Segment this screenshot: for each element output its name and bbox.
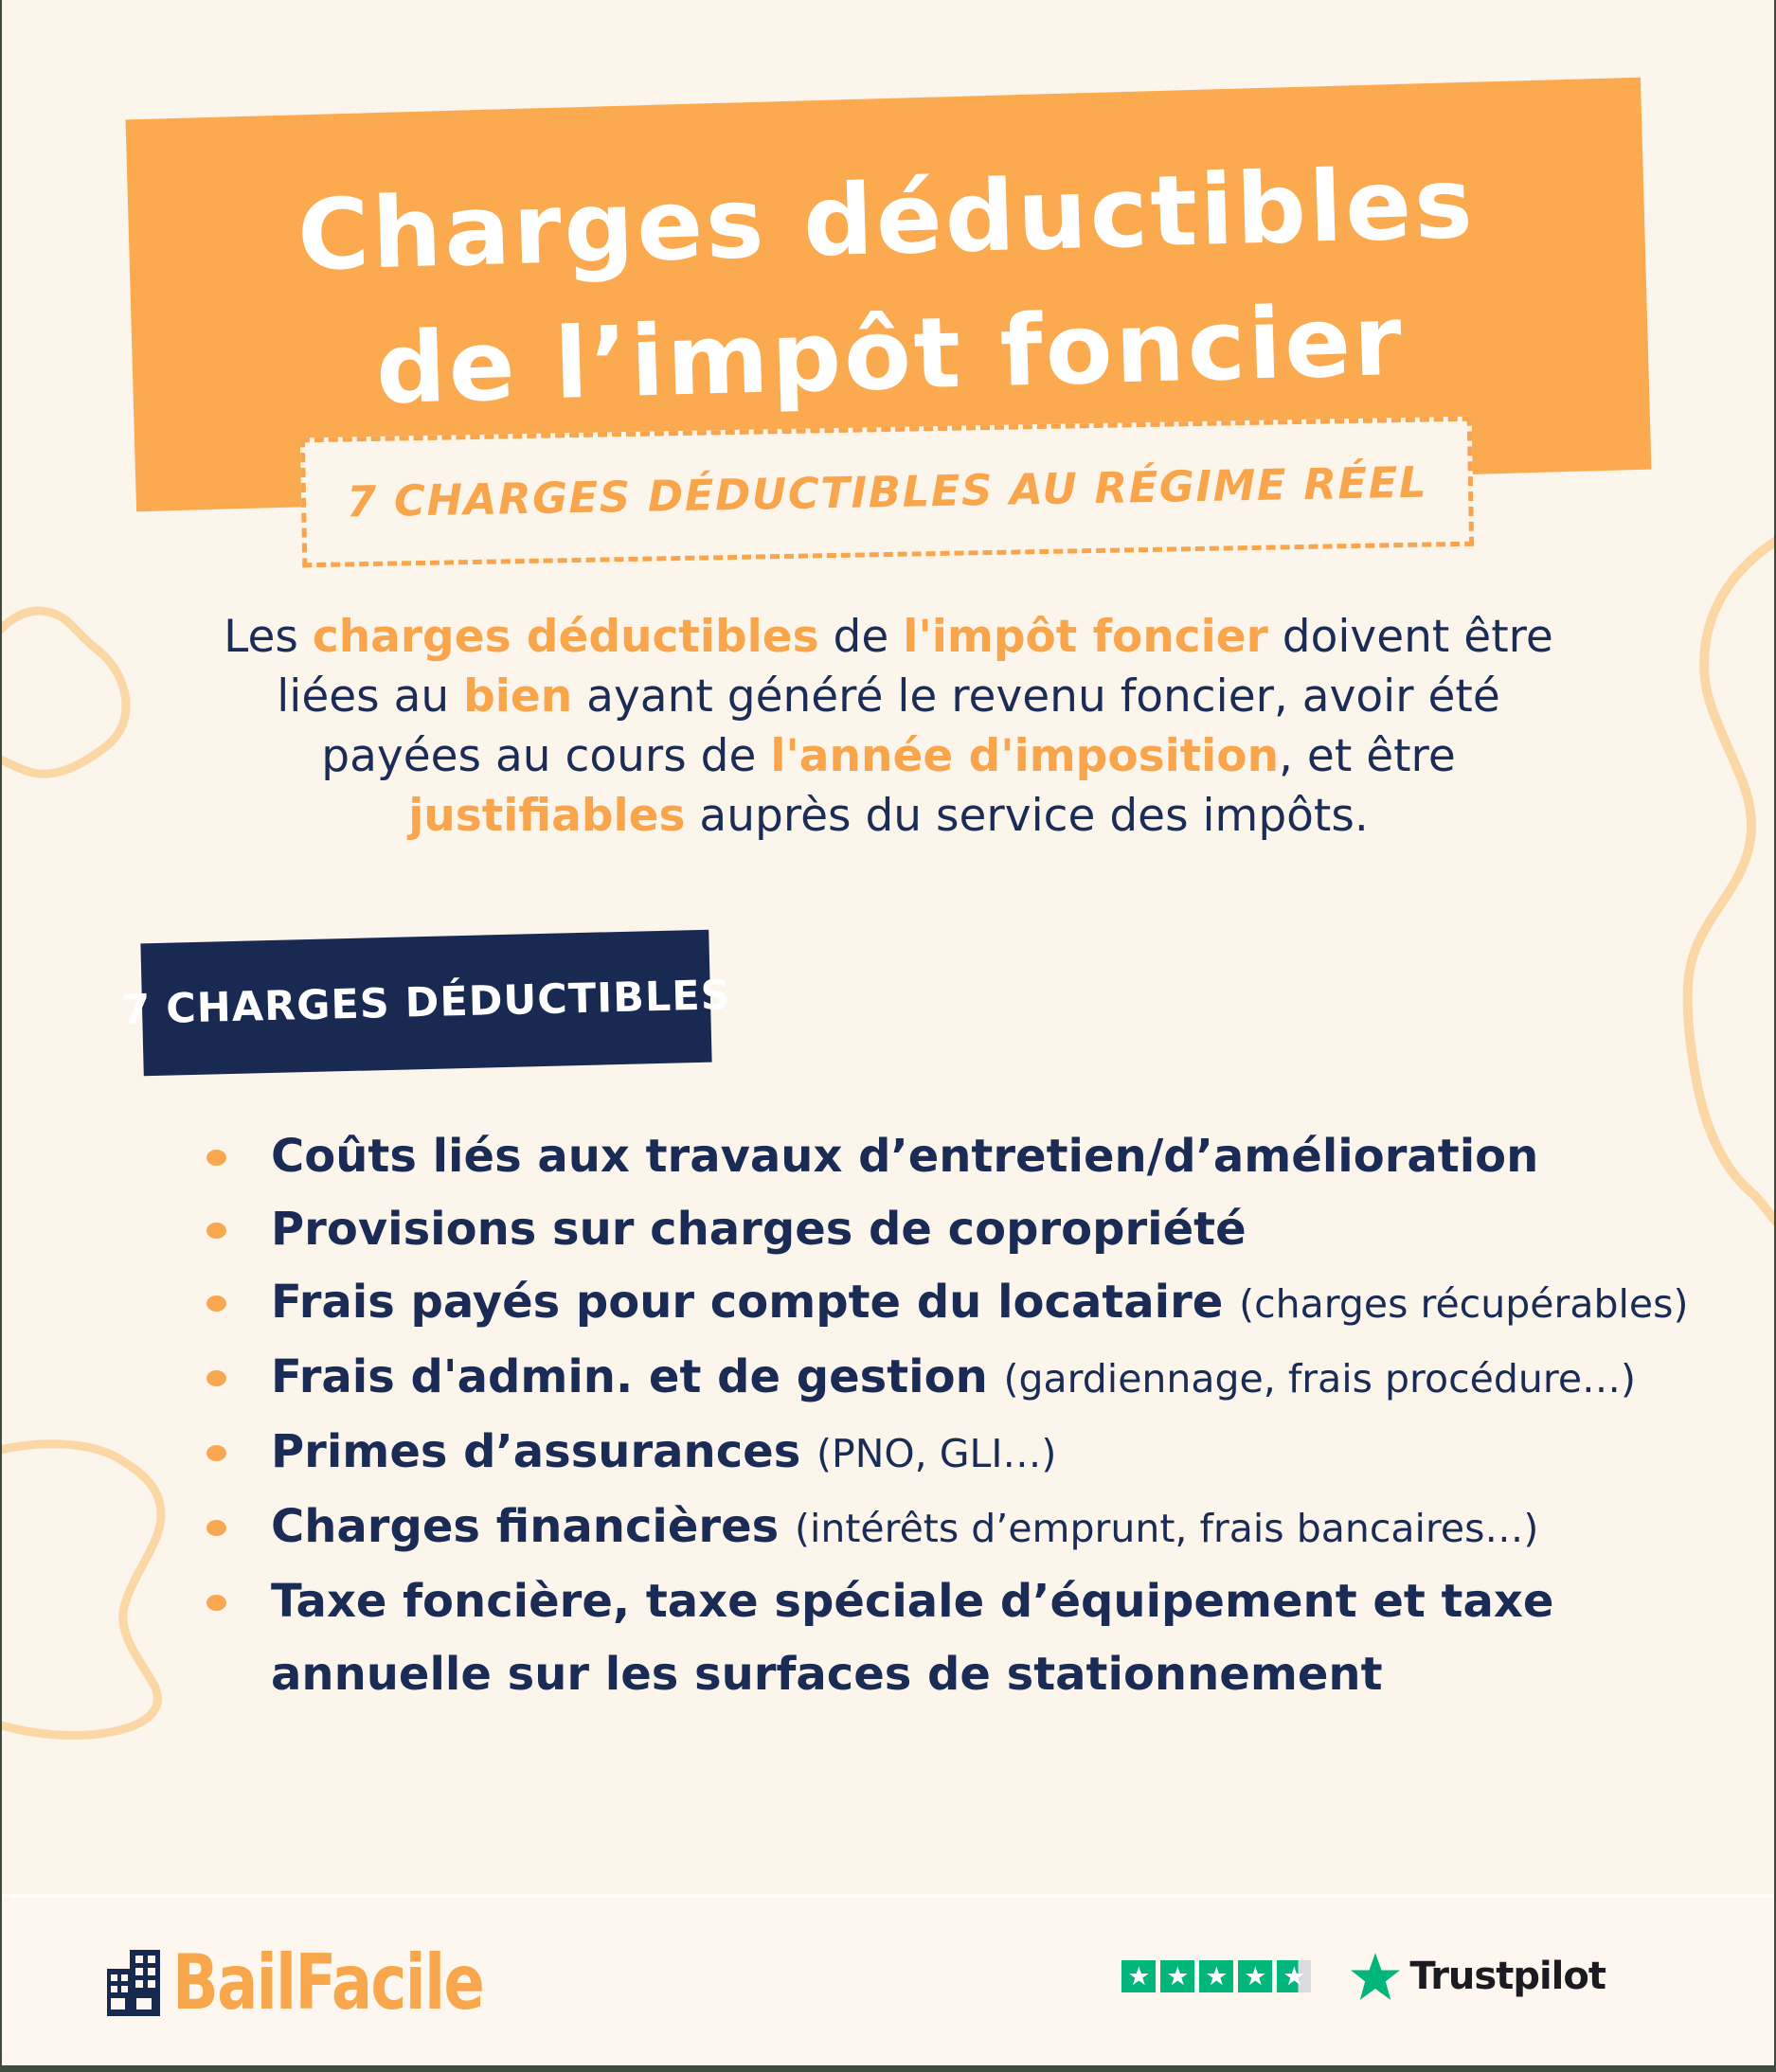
star-icon: ★ [1283, 1961, 1306, 1992]
page-edge-bottom [0, 2065, 1776, 2072]
list-item: Taxe foncière, taxe spéciale d’équipement et taxe annuelle sur les surfaces de stationnement [197, 1565, 1731, 1711]
bullet-dot-icon [206, 1445, 226, 1461]
list-item: Coûts liés aux travaux d’entretien/d’amélioration [197, 1120, 1731, 1193]
page-title-line-2: de l’impôt foncier [374, 283, 1407, 427]
rating-star-box [1160, 1960, 1194, 1992]
deduction-list [197, 1120, 1731, 1711]
page-edge-left [0, 0, 2, 2072]
brand-name: BailFacile [172, 1938, 484, 2027]
intro-line: liées au bien ayant généré le revenu foncier, avoir été [277, 670, 1500, 723]
bullet-dot-icon [206, 1520, 226, 1536]
bailfacile-logo [106, 1938, 561, 2027]
rating-star-box [1199, 1960, 1233, 1992]
list-item: Charges financières (intérêts d’emprunt, frais bancaires…) [197, 1491, 1731, 1565]
list-item: Provisions sur charges de copropriété [197, 1193, 1731, 1266]
trustpilot-logo [1351, 1953, 1606, 2000]
bottom-left-blob-outline [0, 1444, 161, 1736]
trustpilot-star-icon [1351, 1953, 1400, 2000]
subtitle-text: 7 CHARGES DÉDUCTIBLES AU RÉGIME RÉEL [346, 456, 1428, 527]
intro-line: justifiables auprès du service des impôts. [408, 790, 1369, 842]
building-icon [106, 1950, 161, 2016]
section-banner [120, 930, 732, 1077]
list-item: Frais d'admin. et de gestion (gardiennage, frais procédure…) [197, 1341, 1731, 1416]
bullet-dot-icon [206, 1595, 226, 1611]
page-title-line-1: Charges déductibles [296, 146, 1477, 294]
bullet-dot-icon [206, 1223, 226, 1239]
star-icon: ★ [1205, 1961, 1229, 1992]
rating-star-box [1277, 1960, 1311, 1992]
subtitle-box [300, 417, 1474, 568]
intro-line: Les charges déductibles de l'impôt foncier doivent être [224, 611, 1553, 663]
rating-star-box [1238, 1960, 1272, 1992]
bullet-dot-icon [206, 1150, 226, 1166]
bullet-dot-icon [206, 1295, 226, 1312]
trustpilot-wordmark: Trustpilot [1409, 1955, 1606, 1998]
star-icon: ★ [1166, 1961, 1190, 1992]
trustpilot-stars [1121, 1960, 1311, 1992]
trustpilot-rating [1121, 1953, 1606, 2000]
list-item: Primes d’assurances (PNO, GLI…) [197, 1416, 1731, 1491]
bullet-dot-icon [206, 1370, 226, 1386]
intro-line: payées au cours de l'année d'imposition, et être [321, 730, 1456, 782]
section-heading: 7 CHARGES DÉDUCTIBLES [120, 972, 732, 1034]
intro-paragraph [178, 607, 1599, 846]
star-icon: ★ [1244, 1961, 1267, 1992]
list-item: Frais payés pour compte du locataire (charges récupérables) [197, 1266, 1731, 1341]
rating-star-box [1121, 1960, 1156, 1992]
star-icon: ★ [1127, 1961, 1151, 1992]
flower-blob-outline [0, 611, 126, 774]
